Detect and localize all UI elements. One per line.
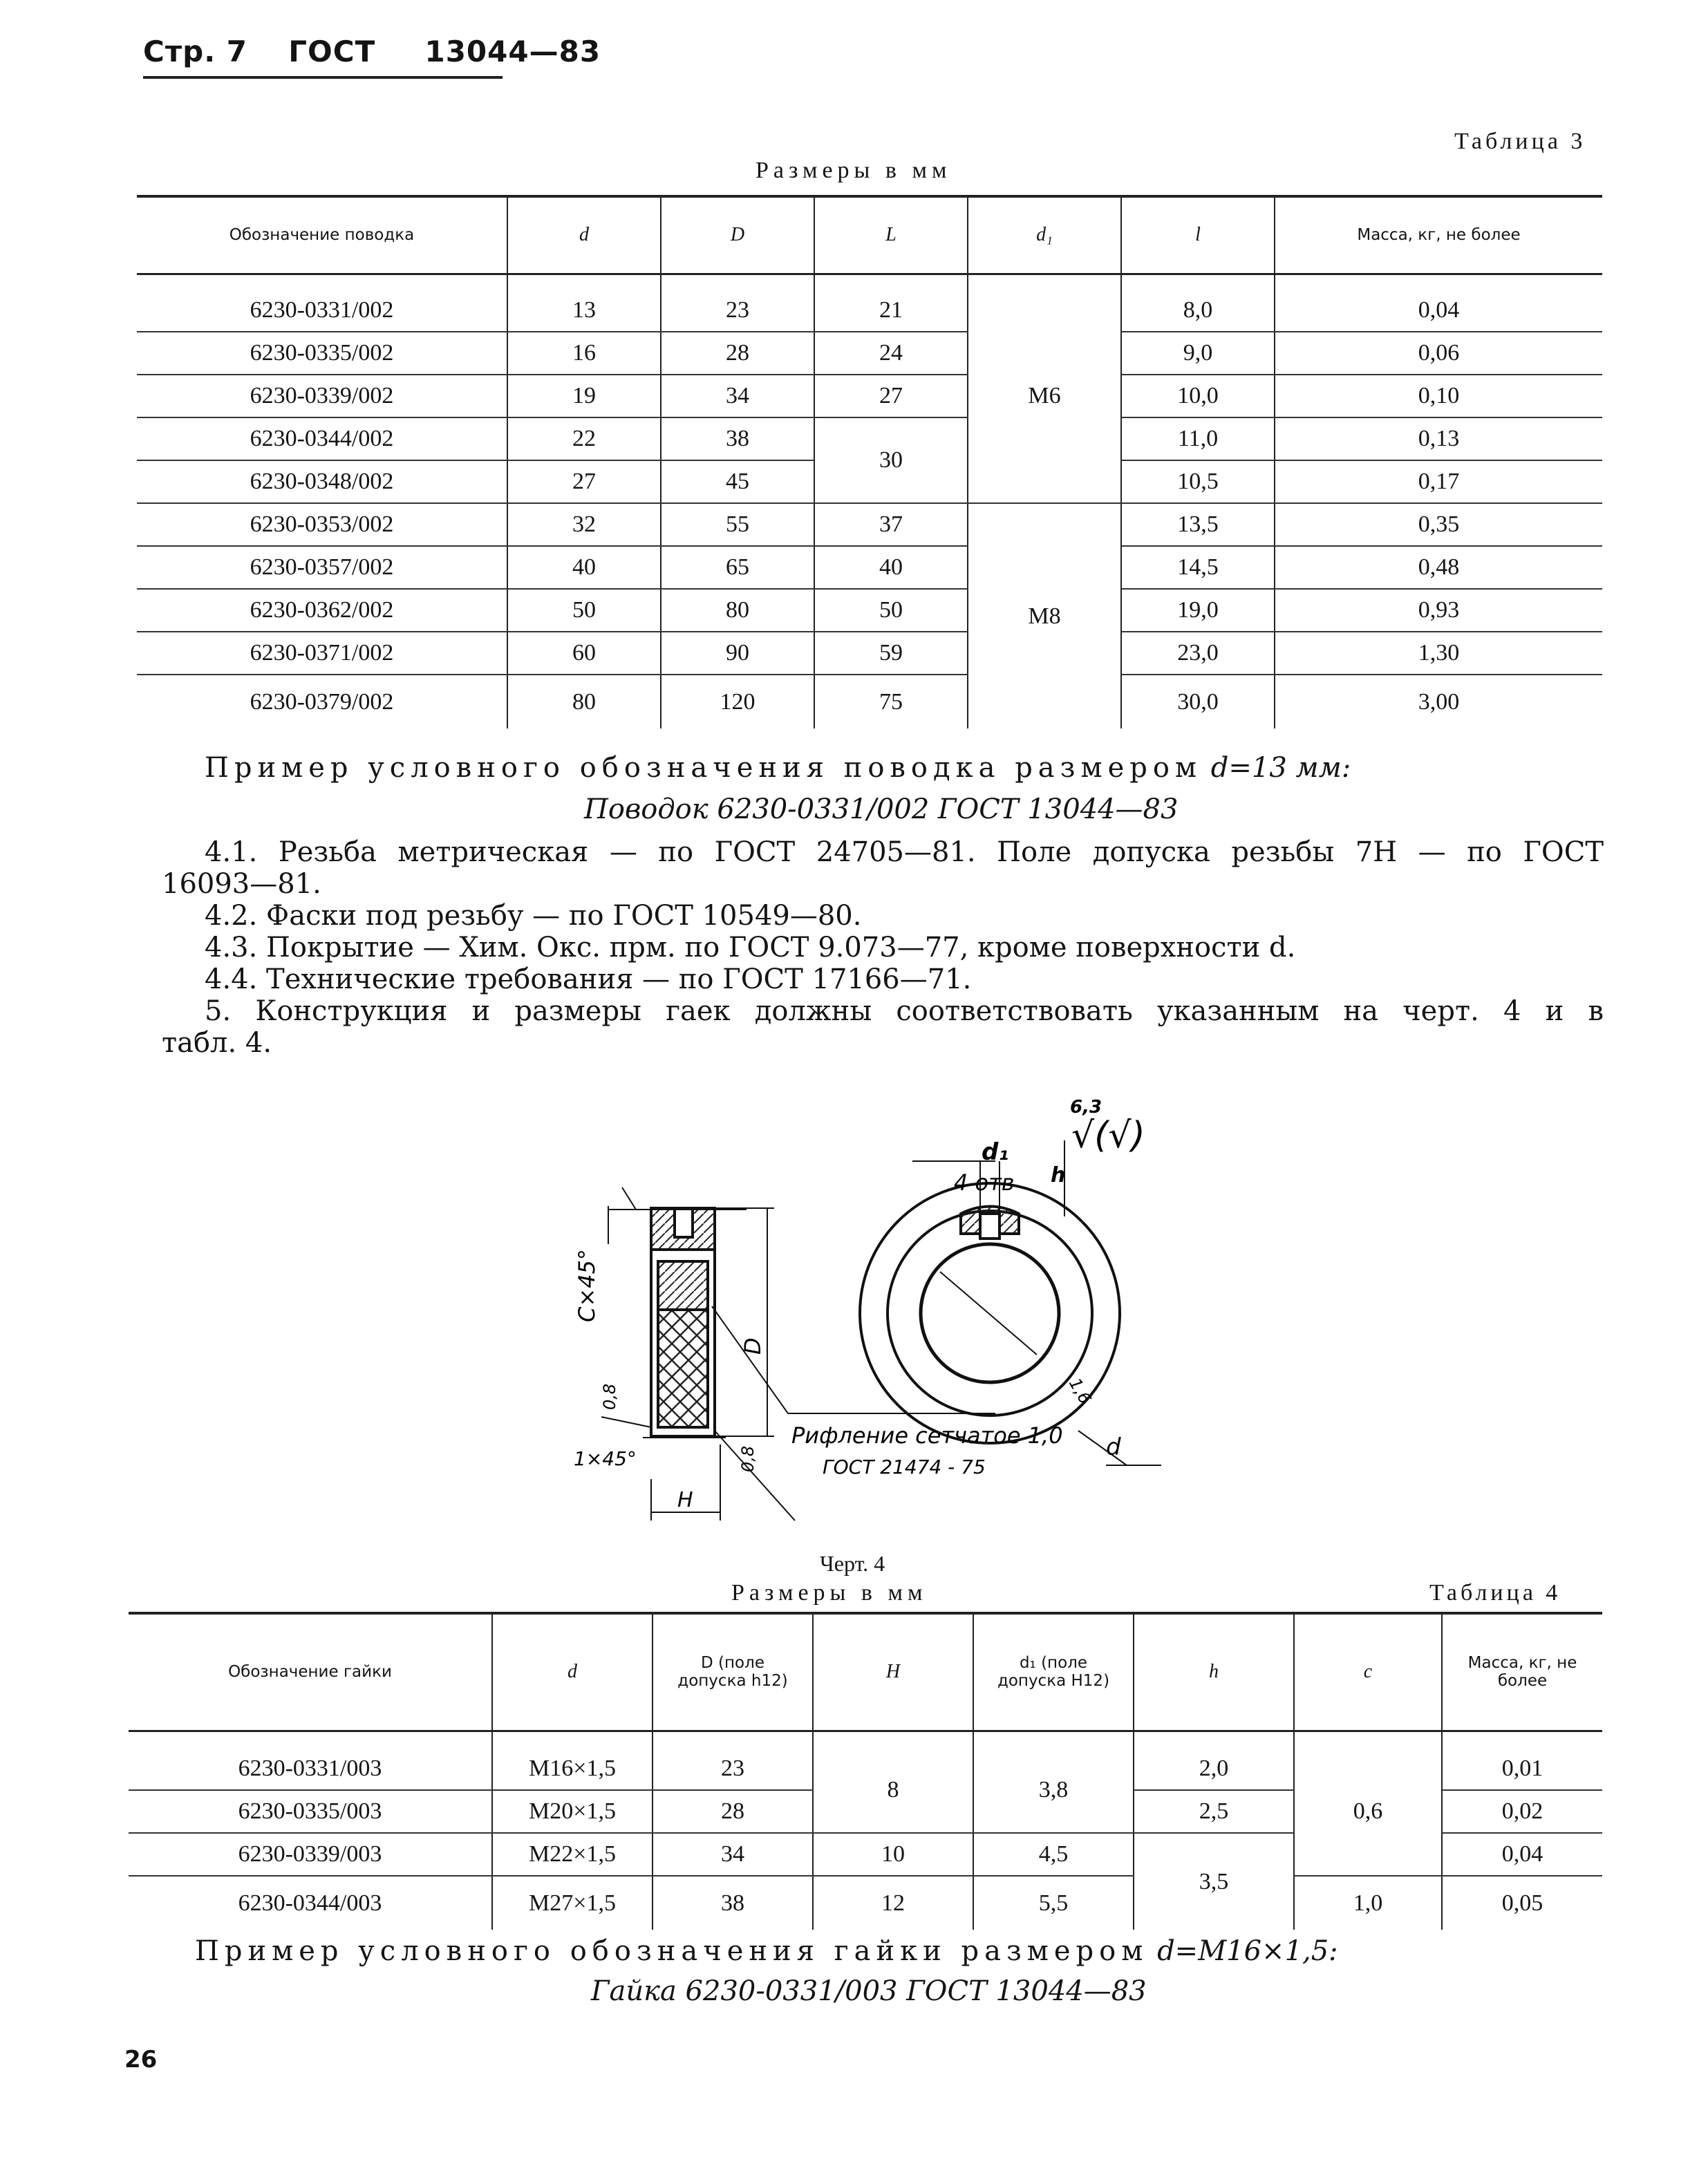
page-label: Стр. 7 [143,35,248,68]
t3-r7-L: 50 [814,589,968,632]
t3-r4-D: 45 [661,460,814,503]
table4-units: Размеры в мм [731,1580,928,1606]
clause-5-cont: табл. 4. [162,1027,272,1059]
t4-h-merged: 3,5 [1134,1833,1294,1930]
table3-label: Таблица 3 [1454,129,1586,154]
t4-c-merged: 0,6 [1294,1747,1442,1876]
t3-r8-mass: 1,30 [1275,632,1602,675]
t3-r8-designation: 6230-0371/002 [137,632,507,675]
table4 [129,1612,1602,1930]
clause-4-3: 4.3. Покрытие — Хим. Окс. прм. по ГОСТ 9.073—77, кроме поверхности d. [205,932,1296,963]
h-label: h [1051,1163,1066,1187]
t3-r5-mass: 0,35 [1275,503,1602,546]
t4-r3-H: 12 [813,1876,973,1930]
t4-r3-c: 1,0 [1294,1876,1442,1930]
example1-cond: d=13 мм: [1210,752,1351,784]
t3-r9-designation: 6230-0379/002 [137,675,507,728]
t3-d1-m8: М8 [968,503,1121,728]
t3-d1-m6: М6 [968,289,1121,503]
roughness-mark: √(√) [1071,1115,1145,1156]
t4-r2-H: 10 [813,1833,973,1876]
t3-r7-l: 19,0 [1121,589,1275,632]
t4-header-d: d [492,1613,653,1731]
t3-r0-D: 23 [661,289,814,332]
page-header [143,35,601,68]
t3-r4-l: 10,5 [1121,460,1275,503]
t3-L-merged: 30 [814,417,968,503]
t3-r0-designation: 6230-0331/002 [137,289,507,332]
header-rule [143,76,503,79]
t4-r0-D: 23 [653,1747,813,1790]
t3-r2-d: 19 [507,375,661,417]
d1-label: d₁ [982,1138,1009,1166]
t3-r7-designation: 6230-0362/002 [137,589,507,632]
H-label: H [677,1488,693,1512]
t3-r5-D: 55 [661,503,814,546]
t3-r7-D: 80 [661,589,814,632]
t3-r5-d: 32 [507,503,661,546]
t3-r6-d: 40 [507,546,661,589]
d-label: d [1106,1433,1121,1461]
t4-r0-designation: 6230-0331/003 [129,1747,492,1790]
t3-r3-l: 11,0 [1121,417,1275,460]
t4-header-d1: d₁ (поле допуска H12) [973,1613,1134,1731]
t3-r6-L: 40 [814,546,968,589]
example1-intro: Пример условного обозначения поводка размером [205,752,1203,784]
t3-r2-L: 27 [814,375,968,417]
t3-r1-l: 9,0 [1121,332,1275,375]
nut-drawing [539,1078,1230,1548]
t3-r6-l: 14,5 [1121,546,1275,589]
t3-r5-L: 37 [814,503,968,546]
t3-r8-D: 90 [661,632,814,675]
clause-4-2: 4.2. Фаски под резьбу — по ГОСТ 10549—80. [205,900,862,932]
example1-line [205,752,1351,784]
t3-r4-designation: 6230-0348/002 [137,460,507,503]
standard-number: 13044—83 [424,35,601,68]
t3-r6-designation: 6230-0357/002 [137,546,507,589]
knurl-label: Рифление сетчатое 1,0 [791,1422,1063,1449]
t4-header-c: c [1294,1613,1442,1731]
t3-r2-mass: 0,10 [1275,375,1602,417]
t3-r3-D: 38 [661,417,814,460]
chamfer2-label: 0,8 [600,1383,619,1410]
roughness-value: 6,3 [1070,1097,1102,1118]
example1-designation: Поводок 6230-0331/002 ГОСТ 13044—83 [584,793,1179,825]
t3-r5-designation: 6230-0353/002 [137,503,507,546]
t3-r1-L: 24 [814,332,968,375]
t4-header-mass: Масса, кг, не более [1442,1613,1602,1731]
clause-4-4: 4.4. Технические требования — по ГОСТ 17166—71. [205,963,972,995]
t3-r8-l: 23,0 [1121,632,1275,675]
t3-header-designation: Обозначение поводка [137,196,507,274]
t4-r1-designation: 6230-0335/003 [129,1790,492,1833]
table3-units: Размеры в мм [756,158,952,183]
drawing-caption: Черт. 4 [820,1551,885,1576]
t3-r8-d: 60 [507,632,661,675]
t4-r3-D: 38 [653,1876,813,1930]
t3-r3-mass: 0,13 [1275,417,1602,460]
t3-r9-mass: 3,00 [1418,688,1460,715]
t3-r1-designation: 6230-0335/002 [137,332,507,375]
example2-line [195,1935,1338,1967]
t3-r0-mass: 0,04 [1275,289,1602,332]
t3-r0-l: 8,0 [1121,289,1275,332]
table4-label: Таблица 4 [1429,1580,1561,1606]
t3-r7-mass: 0,93 [1275,589,1602,632]
holes-label: 4 отв [954,1169,1015,1196]
t3-r0-d: 13 [507,289,661,332]
t4-r2-d: M22×1,5 [492,1833,653,1876]
t4-header-H: H [813,1613,973,1731]
t4-r1-D: 28 [653,1790,813,1833]
t4-r1-mass: 0,02 [1442,1790,1602,1833]
t4-r2-D: 34 [653,1833,813,1876]
t4-H-merged: 8 [813,1747,973,1833]
t3-r9-d: 80 [507,675,661,728]
t4-r1-d: M20×1,5 [492,1790,653,1833]
page-number: 26 [124,2046,158,2073]
t3-header-d1: d₁ [968,196,1121,274]
knurl-standard: ГОСТ 21474 - 75 [823,1456,986,1478]
t4-header-D: D (поле допуска h12) [653,1613,813,1731]
t4-r1-h: 2,5 [1134,1790,1294,1833]
t3-r5-l: 13,5 [1121,503,1275,546]
t3-r3-d: 22 [507,417,661,460]
t3-r6-D: 65 [661,546,814,589]
t3-r1-D: 28 [661,332,814,375]
t4-r3-d: M27×1,5 [492,1876,653,1930]
chamfer-label: C×45° [574,1249,600,1322]
clause-4-1: 4.1. Резьба метрическая — по ГОСТ 24705—81. Поле допуска резьбы 7H — по ГОСТ [205,836,1604,868]
t4-r0-d: M16×1,5 [492,1747,653,1790]
t4-header-designation: Обозначение гайки [129,1613,492,1731]
table3 [137,195,1602,728]
t3-r2-l: 10,0 [1121,375,1275,417]
chamfer3-label: 1×45° [574,1447,637,1470]
t3-r0-L: 21 [814,289,968,332]
t3-r4-d: 27 [507,460,661,503]
t3-header-D: D [661,196,814,274]
chamfer4-label: 0,8 [738,1445,758,1472]
t4-header-h: h [1134,1613,1294,1731]
t3-r8-L: 59 [814,632,968,675]
t3-header-l: l [1121,196,1275,274]
t3-r4-mass: 0,17 [1275,460,1602,503]
t4-r0-h: 2,0 [1134,1747,1294,1790]
t4-r0-d1: 3,8 [973,1747,1134,1833]
t3-r2-D: 34 [661,375,814,417]
t4-r2-d1: 4,5 [973,1833,1134,1876]
standard-label: ГОСТ [288,35,376,68]
t4-r0-mass: 0,01 [1442,1747,1602,1790]
t3-r7-d: 50 [507,589,661,632]
t3-r9-D: 120 [661,675,814,728]
example2-cond: d=M16×1,5: [1157,1935,1338,1967]
D-label: D [740,1337,766,1355]
t3-r6-mass: 0,48 [1275,546,1602,589]
t3-header-L: L [814,196,968,274]
t4-r3-mass: 0,05 [1501,1890,1543,1916]
t3-r9-l: 30,0 [1121,675,1275,728]
t4-r3-d1: 5,5 [973,1876,1134,1930]
clause-4-1-cont: 16093—81. [162,868,321,900]
clause-5: 5. Конструкция и размеры гаек должны соответствовать указанным на черт. 4 и в [205,995,1604,1027]
example2-intro: Пример условного обозначения гайки размером [195,1935,1149,1967]
example2-designation: Гайка 6230-0331/003 ГОСТ 13044—83 [591,1975,1147,2007]
t3-r3-designation: 6230-0344/002 [137,417,507,460]
t4-r2-designation: 6230-0339/003 [129,1833,492,1876]
t4-r2-mass: 0,04 [1442,1833,1602,1876]
t3-r9-L: 75 [814,675,968,728]
t3-r1-d: 16 [507,332,661,375]
t4-r3-designation: 6230-0344/003 [129,1876,492,1930]
t3-r1-mass: 0,06 [1275,332,1602,375]
t3-r2-designation: 6230-0339/002 [137,375,507,417]
t3-header-d: d [507,196,661,274]
rough16-label: 1,6 [1064,1375,1096,1408]
t3-header-mass: Масса, кг, не более [1275,196,1602,274]
